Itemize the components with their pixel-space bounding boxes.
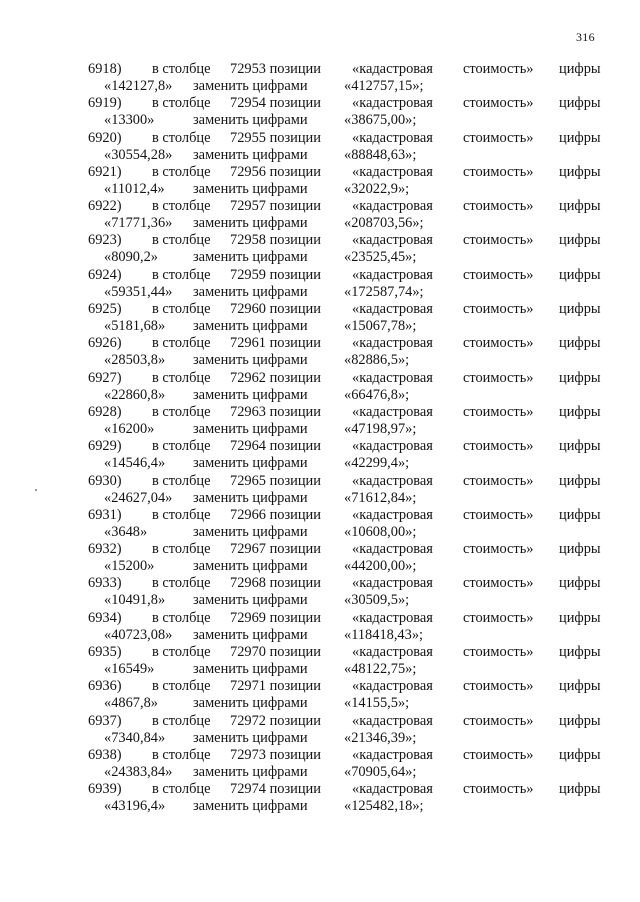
replace-phrase: заменить цифрами (193, 283, 308, 300)
new-value: «30509,5»; (344, 592, 410, 609)
field-name-part-1: «кадастровая (352, 781, 433, 798)
column-phrase: в столбце (152, 369, 211, 386)
column-phrase: в столбце (152, 506, 211, 523)
field-name-part-2: стоимость» (463, 781, 534, 798)
digits-word: цифры (559, 541, 601, 558)
column-phrase: в столбце (152, 232, 211, 249)
position-number: 72953 позиции (230, 61, 321, 77)
column-phrase: в столбце (152, 541, 211, 558)
entry-number: 6938) (88, 746, 122, 763)
digits-word: цифры (559, 232, 601, 249)
entry-number: 6939) (88, 781, 122, 798)
field-name-part-2: стоимость» (463, 403, 534, 420)
position-number: 72961 позиции (230, 335, 321, 352)
amendment-entry (0, 334, 640, 368)
replace-phrase: заменить цифрами (193, 455, 308, 472)
field-name-part-1: «кадастровая (352, 575, 433, 592)
replace-phrase: заменить цифрами (193, 798, 308, 815)
field-name-part-1: «кадастровая (352, 95, 433, 112)
old-value: «30554,28» (104, 146, 173, 163)
new-value: «118418,43»; (344, 626, 424, 643)
replace-phrase: заменить цифрами (193, 215, 308, 232)
field-name-part-2: стоимость» (463, 61, 534, 77)
field-name-part-2: стоимость» (463, 129, 534, 146)
replace-phrase: заменить цифрами (193, 695, 308, 712)
old-value: «71771,36» (104, 215, 173, 232)
entry-number: 6924) (88, 266, 122, 283)
field-name-part-2: стоимость» (463, 266, 534, 283)
position-number: 72974 позиции (230, 781, 321, 798)
amendment-entry (0, 94, 640, 128)
field-name-part-2: стоимость» (463, 472, 534, 489)
entry-number: 6925) (88, 301, 122, 318)
field-name-part-2: стоимость» (463, 438, 534, 455)
field-name-part-2: стоимость» (463, 609, 534, 626)
position-number: 72962 позиции (230, 369, 321, 386)
amendment-entry (0, 609, 640, 643)
digits-word: цифры (559, 129, 601, 146)
column-phrase: в столбце (152, 575, 211, 592)
new-value: «208703,56»; (344, 215, 424, 232)
position-number: 72963 позиции (230, 403, 321, 420)
entry-number: 6927) (88, 369, 122, 386)
field-name-part-1: «кадастровая (352, 61, 433, 77)
old-value: «24383,84» (104, 763, 173, 780)
position-number: 72956 позиции (230, 163, 321, 180)
replace-phrase: заменить цифрами (193, 626, 308, 643)
new-value: «42299,4»; (344, 455, 410, 472)
field-name-part-1: «кадастровая (352, 712, 433, 729)
position-number: 72967 позиции (230, 541, 321, 558)
field-name-part-1: «кадастровая (352, 506, 433, 523)
digits-word: цифры (559, 575, 601, 592)
column-phrase: в столбце (152, 472, 211, 489)
digits-word: цифры (559, 472, 601, 489)
column-phrase: в столбце (152, 678, 211, 695)
digits-word: цифры (559, 369, 601, 386)
amendment-entry (0, 746, 640, 780)
new-value: «23525,45»; (344, 249, 417, 266)
position-number: 72971 позиции (230, 678, 321, 695)
field-name-part-1: «кадастровая (352, 609, 433, 626)
replace-phrase: заменить цифрами (193, 180, 308, 197)
digits-word: цифры (559, 506, 601, 523)
amendment-entry (0, 231, 640, 265)
new-value: «21346,39»; (344, 729, 417, 746)
field-name-part-1: «кадастровая (352, 541, 433, 558)
amendment-entry (0, 437, 640, 471)
amendment-entry (0, 780, 640, 814)
digits-word: цифры (559, 781, 601, 798)
amendment-entry (0, 506, 640, 540)
column-phrase: в столбце (152, 163, 211, 180)
position-number: 72959 позиции (230, 266, 321, 283)
digits-word: цифры (559, 609, 601, 626)
field-name-part-1: «кадастровая (352, 232, 433, 249)
entry-number: 6937) (88, 712, 122, 729)
digits-word: цифры (559, 266, 601, 283)
entry-number: 6932) (88, 541, 122, 558)
amendment-entry (0, 574, 640, 608)
field-name-part-2: стоимость» (463, 301, 534, 318)
position-number: 72973 позиции (230, 746, 321, 763)
column-phrase: в столбце (152, 781, 211, 798)
new-value: «44200,00»; (344, 558, 417, 575)
position-number: 72970 позиции (230, 644, 321, 661)
column-phrase: в столбце (152, 746, 211, 763)
new-value: «14155,5»; (344, 695, 410, 712)
old-value: «14546,4» (104, 455, 166, 472)
field-name-part-1: «кадастровая (352, 301, 433, 318)
column-phrase: в столбце (152, 301, 211, 318)
field-name-part-2: стоимость» (463, 712, 534, 729)
position-number: 72957 позиции (230, 198, 321, 215)
amendment-entry (0, 403, 640, 437)
field-name-part-2: стоимость» (463, 95, 534, 112)
amendment-entry (0, 540, 640, 574)
amendment-entry (0, 300, 640, 334)
field-name-part-1: «кадастровая (352, 644, 433, 661)
amendment-entry (0, 369, 640, 403)
column-phrase: в столбце (152, 198, 211, 215)
old-value: «5181,68» (104, 318, 166, 335)
column-phrase: в столбце (152, 335, 211, 352)
digits-word: цифры (559, 61, 601, 77)
replace-phrase: заменить цифрами (193, 592, 308, 609)
new-value: «48122,75»; (344, 661, 417, 678)
column-phrase: в столбце (152, 266, 211, 283)
old-value: «40723,08» (104, 626, 173, 643)
amendment-entry (0, 60, 640, 94)
column-phrase: в столбце (152, 129, 211, 146)
field-name-part-2: стоимость» (463, 575, 534, 592)
new-value: «125482,18»; (344, 798, 424, 815)
field-name-part-1: «кадастровая (352, 746, 433, 763)
digits-word: цифры (559, 403, 601, 420)
field-name-part-2: стоимость» (463, 369, 534, 386)
field-name-part-2: стоимость» (463, 335, 534, 352)
old-value: «4867,8» (104, 695, 158, 712)
position-number: 72958 позиции (230, 232, 321, 249)
old-value: «142127,8» (104, 78, 173, 94)
entry-number: 6918) (88, 61, 122, 77)
digits-word: цифры (559, 198, 601, 215)
field-name-part-2: стоимость» (463, 506, 534, 523)
position-number: 72966 позиции (230, 506, 321, 523)
entry-number: 6929) (88, 438, 122, 455)
old-value: «16549» (104, 661, 155, 678)
field-name-part-2: стоимость» (463, 163, 534, 180)
new-value: «10608,00»; (344, 523, 417, 540)
replace-phrase: заменить цифрами (193, 489, 308, 506)
replace-phrase: заменить цифрами (193, 420, 308, 437)
replace-phrase: заменить цифрами (193, 352, 308, 369)
new-value: «66476,8»; (344, 386, 410, 403)
field-name-part-1: «кадастровая (352, 403, 433, 420)
entry-number: 6934) (88, 609, 122, 626)
old-value: «59351,44» (104, 283, 173, 300)
column-phrase: в столбце (152, 95, 211, 112)
entry-number: 6936) (88, 678, 122, 695)
new-value: «82886,5»; (344, 352, 410, 369)
entry-number: 6935) (88, 644, 122, 661)
page-number: 316 (576, 30, 595, 44)
position-number: 72955 позиции (230, 129, 321, 146)
entry-number: 6926) (88, 335, 122, 352)
new-value: «71612,84»; (344, 489, 417, 506)
replace-phrase: заменить цифрами (193, 763, 308, 780)
amendment-entry (0, 643, 640, 677)
old-value: «22860,8» (104, 386, 166, 403)
field-name-part-2: стоимость» (463, 198, 534, 215)
entry-number: 6933) (88, 575, 122, 592)
old-value: «7340,84» (104, 729, 166, 746)
field-name-part-1: «кадастровая (352, 472, 433, 489)
old-value: «13300» (104, 112, 155, 129)
entry-number: 6922) (88, 198, 122, 215)
replace-phrase: заменить цифрами (193, 112, 308, 129)
position-number: 72965 позиции (230, 472, 321, 489)
new-value: «38675,00»; (344, 112, 417, 129)
field-name-part-2: стоимость» (463, 232, 534, 249)
field-name-part-1: «кадастровая (352, 163, 433, 180)
entry-number: 6931) (88, 506, 122, 523)
replace-phrase: заменить цифрами (193, 386, 308, 403)
new-value: «172587,74»; (344, 283, 424, 300)
digits-word: цифры (559, 746, 601, 763)
old-value: «11012,4» (104, 180, 165, 197)
replace-phrase: заменить цифрами (193, 146, 308, 163)
field-name-part-1: «кадастровая (352, 198, 433, 215)
position-number: 72972 позиции (230, 712, 321, 729)
position-number: 72954 позиции (230, 95, 321, 112)
amendment-entry (0, 197, 640, 231)
old-value: «8090,2» (104, 249, 158, 266)
replace-phrase: заменить цифрами (193, 523, 308, 540)
field-name-part-1: «кадастровая (352, 129, 433, 146)
old-value: «24627,04» (104, 489, 173, 506)
digits-word: цифры (559, 644, 601, 661)
field-name-part-2: стоимость» (463, 746, 534, 763)
new-value: «32022,9»; (344, 180, 410, 197)
amendment-entry (0, 129, 640, 163)
new-value: «15067,78»; (344, 318, 417, 335)
old-value: «28503,8» (104, 352, 166, 369)
column-phrase: в столбце (152, 403, 211, 420)
column-phrase: в столбце (152, 712, 211, 729)
field-name-part-2: стоимость» (463, 678, 534, 695)
new-value: «412757,15»; (344, 78, 424, 94)
position-number: 72969 позиции (230, 609, 321, 626)
field-name-part-1: «кадастровая (352, 678, 433, 695)
column-phrase: в столбце (152, 609, 211, 626)
digits-word: цифры (559, 438, 601, 455)
field-name-part-2: стоимость» (463, 644, 534, 661)
amendment-entry (0, 266, 640, 300)
old-value: «3648» (104, 523, 148, 540)
digits-word: цифры (559, 712, 601, 729)
amendment-entry (0, 677, 640, 711)
column-phrase: в столбце (152, 61, 211, 77)
new-value: «70905,64»; (344, 763, 417, 780)
position-number: 72964 позиции (230, 438, 321, 455)
entry-number: 6920) (88, 129, 122, 146)
column-phrase: в столбце (152, 644, 211, 661)
replace-phrase: заменить цифрами (193, 318, 308, 335)
replace-phrase: заменить цифрами (193, 729, 308, 746)
amendment-entry (0, 163, 640, 197)
replace-phrase: заменить цифрами (193, 249, 308, 266)
entry-number: 6930) (88, 472, 122, 489)
entry-number: 6921) (88, 163, 122, 180)
old-value: «43196,4» (104, 798, 166, 815)
old-value: «10491,8» (104, 592, 166, 609)
field-name-part-1: «кадастровая (352, 266, 433, 283)
old-value: «15200» (104, 558, 155, 575)
new-value: «47198,97»; (344, 420, 417, 437)
field-name-part-1: «кадастровая (352, 369, 433, 386)
new-value: «88848,63»; (344, 146, 417, 163)
digits-word: цифры (559, 163, 601, 180)
amendment-list (0, 60, 640, 815)
field-name-part-1: «кадастровая (352, 438, 433, 455)
replace-phrase: заменить цифрами (193, 558, 308, 575)
field-name-part-1: «кадастровая (352, 335, 433, 352)
amendment-entry (0, 472, 640, 506)
digits-word: цифры (559, 95, 601, 112)
position-number: 72960 позиции (230, 301, 321, 318)
replace-phrase: заменить цифрами (193, 661, 308, 678)
column-phrase: в столбце (152, 438, 211, 455)
digits-word: цифры (559, 301, 601, 318)
position-number: 72968 позиции (230, 575, 321, 592)
amendment-entry (0, 712, 640, 746)
field-name-part-2: стоимость» (463, 541, 534, 558)
entry-number: 6928) (88, 403, 122, 420)
entry-number: 6923) (88, 232, 122, 249)
old-value: «16200» (104, 420, 155, 437)
digits-word: цифры (559, 678, 601, 695)
replace-phrase: заменить цифрами (193, 78, 308, 94)
digits-word: цифры (559, 335, 601, 352)
entry-number: 6919) (88, 95, 122, 112)
